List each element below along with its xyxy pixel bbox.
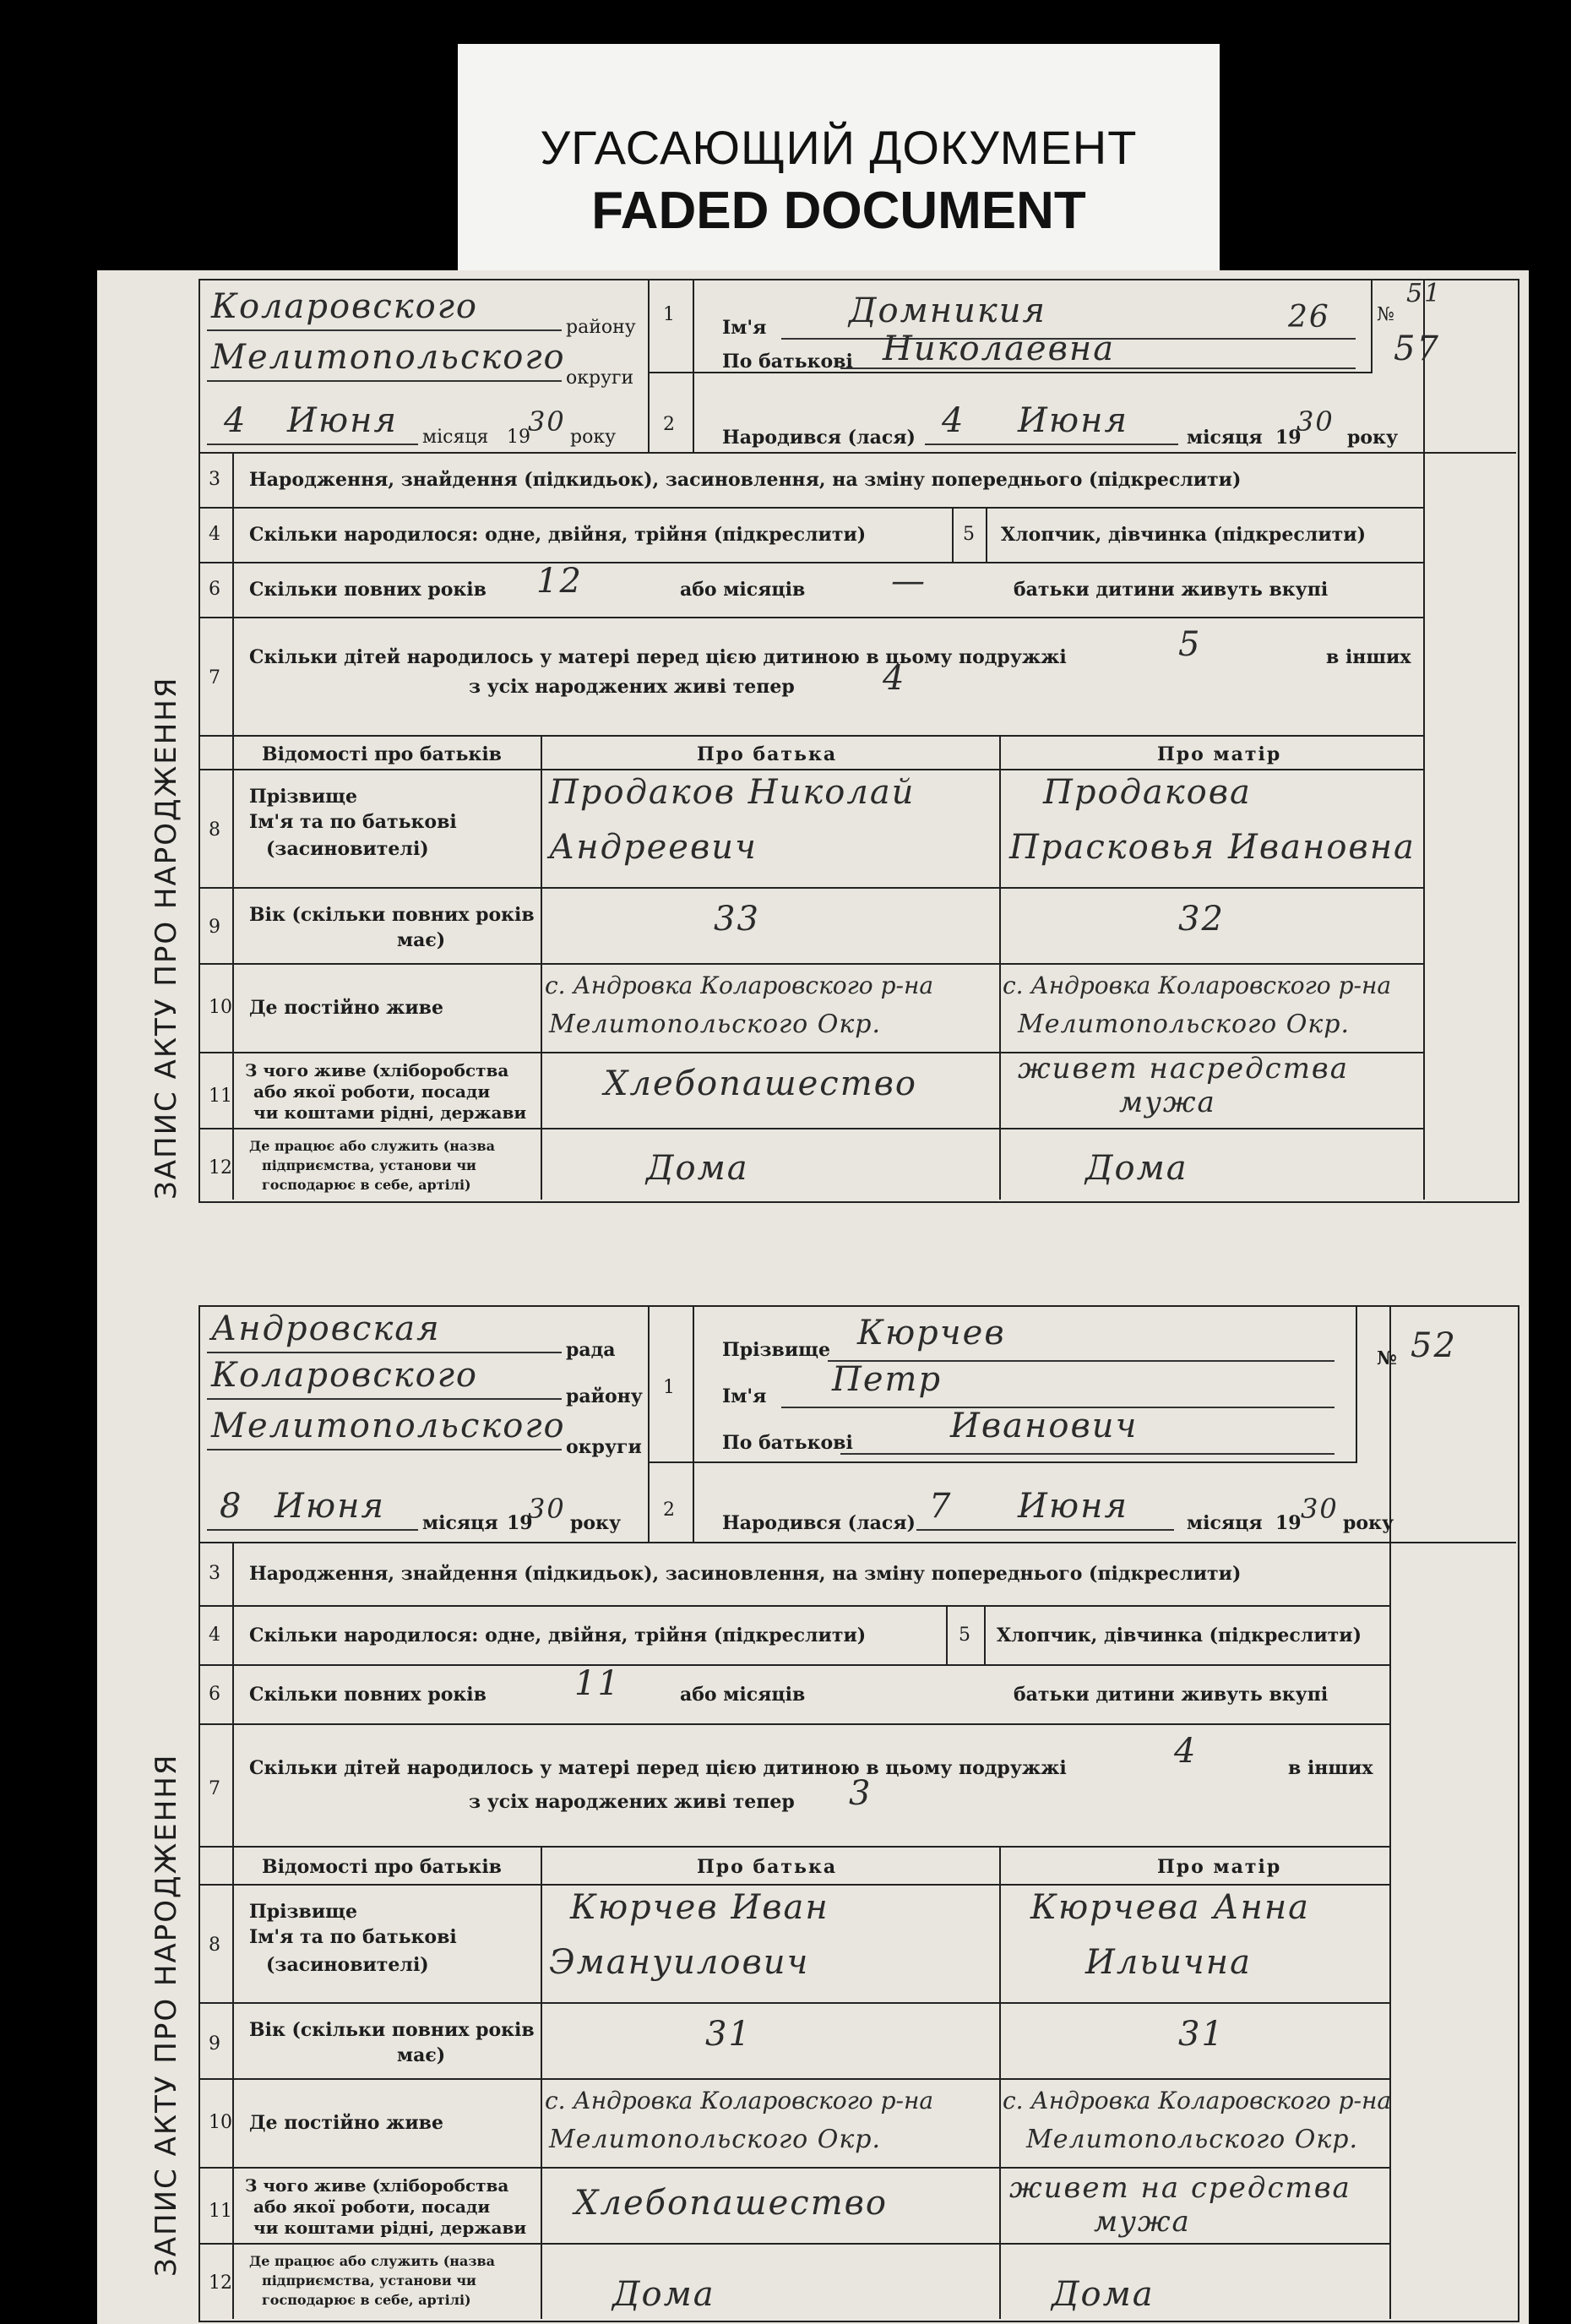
- mother-age: 31: [1178, 2015, 1225, 2054]
- mother-age: 32: [1178, 900, 1225, 939]
- row8-label: Ім'я та по батькові: [249, 1926, 457, 1948]
- row12-label: підприємства, установи чи: [262, 1157, 476, 1173]
- row4-text: Скільки народилося: одне, двійня, трійня (підкреслити): [249, 1625, 867, 1646]
- year-label: року: [570, 427, 617, 448]
- birth-month: Июня: [1018, 401, 1128, 440]
- born-label: Народився (лася): [722, 1512, 916, 1534]
- row7-children-label: Скільки дітей народилось у матері перед цією дитиною в цьому подружжі: [249, 646, 1067, 668]
- father-livelihood: Хлебопашество: [574, 2184, 888, 2223]
- row4-text: Скільки народилося: одне, двійня, трійня (підкреслити): [249, 524, 867, 546]
- row-number: 4: [209, 1625, 220, 1646]
- record-number: 52: [1411, 1326, 1457, 1365]
- year-prefix: 19: [1275, 1512, 1302, 1534]
- row-number: 8: [209, 1935, 220, 1956]
- row7-alive-label: з усіх народжених живі тепер: [469, 676, 795, 698]
- row8-label: Прізвище: [249, 786, 357, 808]
- mother-surname: Кюрчева Анна: [1030, 1888, 1311, 1927]
- father-name: Кюрчев Иван: [570, 1888, 829, 1927]
- okrug-value: Мелитопольского: [211, 338, 566, 377]
- row6-together-label: батьки дитини живуть вкупі: [1014, 579, 1329, 601]
- record-number: 57: [1394, 329, 1440, 368]
- document-page: [97, 270, 1529, 2324]
- mother-header: Про матір: [1157, 743, 1282, 765]
- year-prefix: 19: [507, 427, 530, 448]
- row11-label: З чого живе (хліборобства: [245, 1060, 509, 1080]
- row-number: 3: [209, 469, 220, 490]
- children-alive: 4: [883, 659, 906, 698]
- row-number: 6: [209, 579, 220, 600]
- mother-address-okrug: Мелитопольского Окр.: [1018, 1010, 1351, 1039]
- birth-year: 30: [1296, 405, 1335, 438]
- row12-label: господарює в себе, артілі): [262, 1177, 471, 1193]
- row9-label: Вік (скільки повних років: [249, 904, 535, 926]
- mother-livelihood: живет на средства: [1009, 2171, 1351, 2205]
- row-number: 1: [663, 1377, 675, 1398]
- row7-other-label: в інших: [1326, 646, 1411, 668]
- number-label: №: [1377, 1347, 1397, 1369]
- children-this-marriage: 4: [1174, 1732, 1198, 1771]
- parents-header: Відомості про батьків: [262, 743, 502, 765]
- years-together: 11: [574, 1664, 621, 1703]
- row8-label: Прізвище: [249, 1901, 357, 1923]
- faded-document-label: [458, 44, 1220, 280]
- row5-text: Хлопчик, дівчинка (підкреслити): [1001, 524, 1366, 546]
- father-age: 31: [705, 2015, 752, 2054]
- row9-label: має): [397, 929, 446, 951]
- row9-label: має): [397, 2044, 446, 2066]
- raion-value: Коларовского: [211, 1356, 478, 1395]
- patronymic-label: По батькові: [722, 1432, 853, 1454]
- label-line-ru: УГАСАЮЩИЙ ДОКУМЕНТ: [540, 121, 1138, 174]
- row11-label: або якої роботи, посади: [253, 1081, 491, 1102]
- row6-months-label: або місяців: [680, 1684, 806, 1706]
- label-line-en: FADED DOCUMENT: [591, 182, 1086, 240]
- birth-day: 4: [942, 401, 965, 440]
- father-address-okrug: Мелитопольского Окр.: [549, 1010, 882, 1039]
- okrug-label: округи: [566, 1436, 642, 1458]
- row7-alive-label: з усіх народжених живі тепер: [469, 1791, 795, 1813]
- father-address-okrug: Мелитопольского Окр.: [549, 2125, 882, 2154]
- row12-label: Де працює або служить (назва: [249, 2253, 496, 2269]
- father-livelihood: Хлебопашество: [604, 1064, 917, 1103]
- year-label: року: [570, 1512, 622, 1534]
- row-number: 2: [663, 1499, 675, 1521]
- reg-month: Июня: [275, 1487, 385, 1526]
- row-number: 1: [663, 304, 675, 325]
- row-number: 7: [209, 1778, 220, 1799]
- surname-label: Прізвище: [722, 1339, 830, 1361]
- month-label: місяця: [1187, 427, 1263, 449]
- birth-month: Июня: [1018, 1487, 1128, 1526]
- mother-address: с. Андровка Коларовского р-на: [1003, 2087, 1392, 2114]
- row-number: 12: [209, 1157, 232, 1178]
- row-number: 8: [209, 819, 220, 841]
- child-name-mark: 26: [1288, 300, 1330, 335]
- patronymic-label: По батькові: [722, 351, 853, 373]
- row-number: 4: [209, 524, 220, 545]
- raion-value: Коларовского: [211, 287, 478, 326]
- row12-label: Де працює або служить (назва: [249, 1138, 496, 1154]
- father-patronymic: Эмануилович: [549, 1943, 810, 1982]
- reg-day: 8: [220, 1487, 243, 1526]
- row6-years-label: Скільки повних років: [249, 1684, 487, 1706]
- month-label: місяця: [1187, 1512, 1263, 1534]
- row-number: 6: [209, 1684, 220, 1705]
- okrug-label: округи: [566, 367, 634, 389]
- raion-label: району: [566, 317, 636, 338]
- row10-label: Де постійно живе: [249, 997, 443, 1019]
- born-label: Народився (лася): [722, 427, 916, 449]
- row11-label: З чого живе (хліборобства: [245, 2175, 509, 2196]
- child-name: Петр: [832, 1360, 943, 1399]
- row11-label: чи коштами рідні, держави: [253, 2218, 527, 2238]
- father-address: с. Андровка Коларовского р-на: [545, 972, 934, 999]
- father-address: с. Андровка Коларовского р-на: [545, 2087, 934, 2114]
- years-together: 12: [536, 562, 583, 601]
- row5-text: Хлопчик, дівчинка (підкреслити): [997, 1625, 1362, 1646]
- row-number: 9: [209, 2033, 220, 2055]
- rada-value: Андровская: [211, 1309, 441, 1348]
- row7-children-label: Скільки дітей народилось у матері перед цією дитиною в цьому подружжі: [249, 1757, 1067, 1779]
- year-label: року: [1343, 1512, 1394, 1534]
- number-label: №: [1377, 304, 1394, 325]
- reg-day: 4: [224, 401, 247, 440]
- row11-label: або якої роботи, посади: [253, 2196, 491, 2217]
- mother-name: Прасковья Ивановна: [1009, 828, 1416, 867]
- record-number-top: 51: [1406, 279, 1443, 308]
- year-prefix: 19: [507, 1512, 533, 1534]
- child-patronymic: Иванович: [950, 1407, 1139, 1445]
- row-number: 10: [209, 997, 232, 1018]
- father-workplace: Дома: [646, 1149, 749, 1188]
- side-title: ЗАПИС АКТУ ПРО НАРОДЖЕННЯ: [149, 676, 183, 1200]
- child-name: Домникия: [849, 291, 1047, 330]
- birth-year: 30: [1301, 1493, 1339, 1525]
- father-header: Про батька: [697, 1856, 838, 1878]
- row6-months-label: або місяців: [680, 579, 806, 601]
- row12-label: підприємства, установи чи: [262, 2272, 476, 2289]
- reg-month: Июня: [287, 401, 398, 440]
- mother-workplace: Дома: [1085, 1149, 1188, 1188]
- reg-year: 30: [528, 1493, 566, 1525]
- month-label: місяця: [422, 1512, 498, 1534]
- birth-record-2: [106, 1305, 1516, 2324]
- child-surname: Кюрчев: [857, 1314, 1006, 1352]
- mother-address-okrug: Мелитопольского Окр.: [1026, 2125, 1359, 2154]
- month-label: місяця: [422, 427, 489, 448]
- father-name: Продаков Николай: [549, 773, 916, 812]
- reg-year: 30: [528, 405, 566, 438]
- name-label: Ім'я: [722, 317, 767, 339]
- year-prefix: 19: [1275, 427, 1302, 449]
- birth-day: 7: [929, 1487, 953, 1526]
- row11-label: чи коштами рідні, держави: [253, 1102, 527, 1123]
- father-workplace: Дома: [612, 2275, 715, 2314]
- mother-patronymic: Ильична: [1085, 1943, 1252, 1982]
- children-alive: 3: [849, 1774, 872, 1813]
- mother-livelihood-2: мужа: [1119, 1086, 1216, 1119]
- mother-livelihood-2: мужа: [1094, 2205, 1191, 2239]
- row-number: 11: [209, 2201, 232, 2222]
- okrug-value: Мелитопольского: [211, 1407, 566, 1445]
- row6-together-label: батьки дитини живуть вкупі: [1014, 1684, 1329, 1706]
- name-label: Ім'я: [722, 1385, 767, 1407]
- row-number: 12: [209, 2272, 232, 2294]
- row-number: 5: [963, 524, 975, 545]
- rada-label: рада: [566, 1339, 616, 1361]
- father-age: 33: [714, 900, 760, 939]
- record-frame: [198, 1305, 1519, 2322]
- raion-label: району: [566, 1385, 643, 1407]
- mother-surname: Продакова: [1043, 773, 1252, 812]
- row3-text: Народження, знайдення (підкидьок), засиновлення, на зміну попереднього (підкреслити): [249, 1563, 1242, 1585]
- months-together: —: [891, 562, 927, 601]
- row8-label: Ім'я та по батькові: [249, 811, 457, 833]
- mother-workplace: Дома: [1052, 2275, 1155, 2314]
- row-number: 9: [209, 917, 220, 938]
- mother-livelihood: живет насредства: [1018, 1052, 1349, 1086]
- row3-text: Народження, знайдення (підкидьок), засиновлення, на зміну попереднього (підкреслити): [249, 469, 1242, 491]
- side-title: ЗАПИС АКТУ ПРО НАРОДЖЕННЯ: [149, 1753, 183, 2277]
- row-number: 10: [209, 2112, 232, 2133]
- row-number: 3: [209, 1563, 220, 1584]
- children-this-marriage: 5: [1178, 625, 1202, 664]
- birth-record-1: [106, 279, 1516, 1208]
- row6-years-label: Скільки повних років: [249, 579, 487, 601]
- year-label: року: [1347, 427, 1399, 449]
- row-number: 5: [959, 1625, 970, 1646]
- row7-other-label: в інших: [1288, 1757, 1373, 1779]
- row-number: 11: [209, 1086, 232, 1107]
- row-number: 7: [209, 667, 220, 688]
- father-header: Про батька: [697, 743, 838, 765]
- parents-header: Відомості про батьків: [262, 1856, 502, 1878]
- row8-label: (засиновителі): [266, 838, 429, 860]
- mother-header: Про матір: [1157, 1856, 1282, 1878]
- row9-label: Вік (скільки повних років: [249, 2019, 535, 2041]
- child-patronymic: Николаевна: [883, 329, 1116, 368]
- mother-address: с. Андровка Коларовского р-на: [1003, 972, 1392, 999]
- row10-label: Де постійно живе: [249, 2112, 443, 2134]
- row12-label: господарює в себе, артілі): [262, 2292, 471, 2308]
- row-number: 2: [663, 414, 675, 435]
- row8-label: (засиновителі): [266, 1954, 429, 1976]
- father-patronymic: Андреевич: [549, 828, 758, 867]
